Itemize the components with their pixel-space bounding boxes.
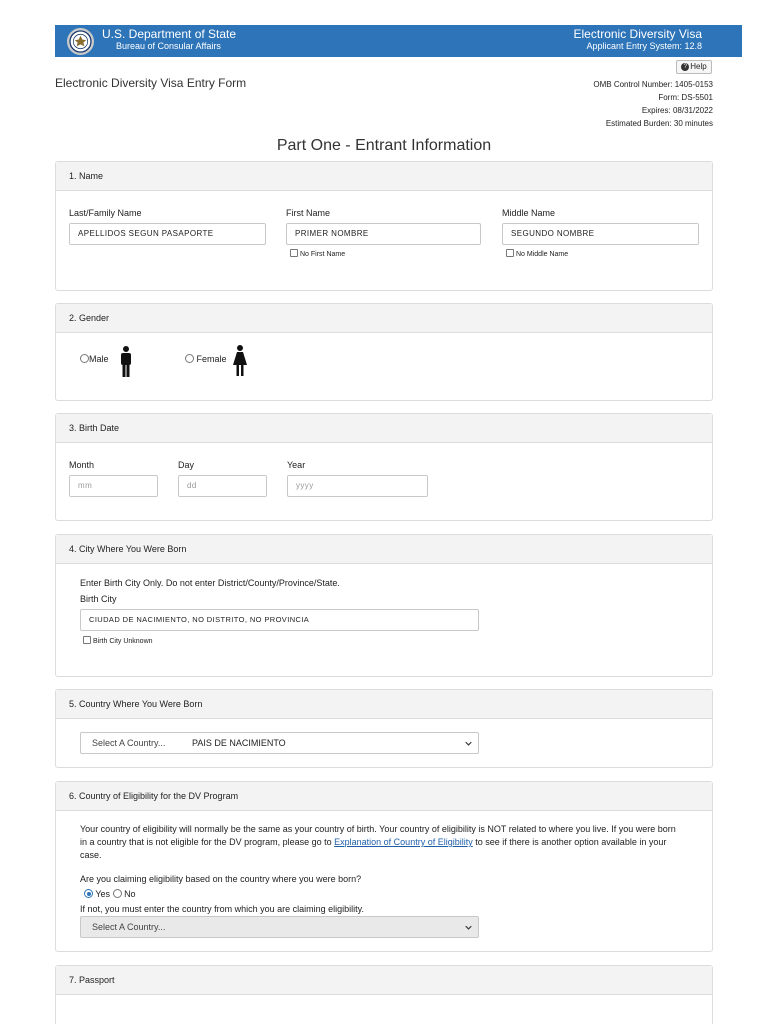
- male-label: Male: [89, 354, 109, 364]
- gender-heading: 2. Gender: [56, 304, 712, 333]
- birth-city-heading: 4. City Where You Were Born: [56, 535, 712, 564]
- female-figure-icon: [232, 345, 248, 376]
- passport-panel: [55, 965, 713, 1024]
- no-radio[interactable]: [113, 889, 122, 898]
- eligibility-radio-group: [84, 889, 136, 899]
- birth-city-panel: [55, 534, 713, 677]
- omb-control-number: OMB Control Number: 1405-0153: [593, 80, 713, 89]
- select-placeholder: Select A Country...: [92, 738, 166, 748]
- help-label: Help: [690, 62, 707, 71]
- middle-name-label: Middle Name: [502, 208, 556, 218]
- birth-city-unknown-label: Birth City Unknown: [93, 638, 153, 645]
- question-circle-icon: ?: [681, 63, 689, 71]
- day-input[interactable]: dd: [178, 475, 267, 497]
- select-placeholder: Select A Country...: [92, 922, 166, 932]
- bureau-name: Bureau of Consular Affairs: [116, 41, 221, 51]
- site-banner: [55, 25, 742, 57]
- birth-date-heading: 3. Birth Date: [56, 414, 712, 443]
- birth-city-label: Birth City: [80, 594, 117, 604]
- checkbox-box[interactable]: [83, 636, 91, 644]
- year-input[interactable]: yyyy: [287, 475, 428, 497]
- eligibility-explanation-link[interactable]: Explanation of Country of Eligibility: [334, 837, 473, 847]
- year-label: Year: [287, 460, 306, 470]
- chevron-down-icon: [465, 740, 472, 747]
- first-name-label: First Name: [286, 208, 331, 218]
- first-name-input[interactable]: PRIMER NOMBRE: [286, 223, 481, 245]
- yes-label: Yes: [95, 889, 111, 899]
- form-number: Form: DS-5501: [658, 93, 713, 102]
- passport-heading: 7. Passport: [56, 966, 712, 995]
- state-department-seal-icon: [67, 28, 94, 55]
- select-value: PAIS DE NACIMIENTO: [192, 738, 286, 748]
- birth-city-instruction: Enter Birth City Only. Do not enter District/County/Province/State.: [80, 578, 340, 588]
- male-figure-icon: [119, 346, 133, 377]
- last-name-label: Last/Family Name: [69, 208, 142, 218]
- birth-country-panel: [55, 689, 713, 768]
- name-panel: [55, 161, 713, 291]
- expiration-date: Expires: 08/31/2022: [641, 106, 713, 115]
- yes-radio[interactable]: [84, 889, 93, 898]
- no-middle-name-label: No Middle Name: [516, 251, 569, 258]
- male-radio[interactable]: [80, 354, 89, 363]
- paragraph-text: Your country of eligibility will normally be the same as your country of birth. Your country of eligibility is NOT related to where you live. If you were born in a country that is not eligible for the DV program, please go to: [80, 824, 676, 847]
- female-label: Female: [196, 354, 227, 364]
- eligibility-country-select[interactable]: [80, 916, 479, 938]
- if-not-instruction: If not, you must enter the country from which you are claiming eligibility.: [80, 904, 364, 914]
- checkbox-box[interactable]: [290, 249, 298, 257]
- male-option[interactable]: [80, 354, 109, 364]
- no-first-name-label: No First Name: [300, 251, 346, 258]
- no-first-name-checkbox[interactable]: [290, 249, 345, 260]
- system-version: Applicant Entry System: 12.8: [586, 41, 702, 51]
- middle-name-input[interactable]: SEGUNDO NOMBRE: [502, 223, 699, 245]
- birth-country-heading: 5. Country Where You Were Born: [56, 690, 712, 719]
- name-heading: 1. Name: [56, 162, 712, 191]
- eligibility-paragraph: [80, 823, 680, 862]
- system-title: Electronic Diversity Visa: [573, 27, 702, 41]
- month-label: Month: [69, 460, 95, 470]
- birth-date-panel: [55, 413, 713, 521]
- birth-country-select[interactable]: [80, 732, 479, 754]
- paragraph-text: to see if there is another option available in your case.: [80, 837, 667, 860]
- department-name: U.S. Department of State: [102, 27, 237, 41]
- birth-city-input[interactable]: CIUDAD DE NACIMIENTO, NO DISTRITO, NO PROVINCIA: [80, 609, 479, 631]
- last-name-input[interactable]: APELLIDOS SEGUN PASAPORTE: [69, 223, 266, 245]
- no-middle-name-checkbox[interactable]: [506, 249, 568, 260]
- checkbox-box[interactable]: [506, 249, 514, 257]
- no-label: No: [124, 889, 136, 899]
- female-option[interactable]: [185, 354, 227, 364]
- female-radio[interactable]: [185, 354, 194, 363]
- month-input[interactable]: mm: [69, 475, 158, 497]
- chevron-down-icon: [465, 924, 472, 931]
- eligibility-panel: [55, 781, 713, 952]
- part-title: Part One - Entrant Information: [276, 137, 492, 154]
- help-button[interactable]: [676, 60, 712, 74]
- form-title: Electronic Diversity Visa Entry Form: [55, 76, 247, 90]
- eligibility-heading: 6. Country of Eligibility for the DV Program: [56, 782, 712, 811]
- birth-city-unknown-checkbox[interactable]: [83, 636, 153, 647]
- eligibility-question: Are you claiming eligibility based on the country where you were born?: [80, 874, 362, 884]
- gender-panel: [55, 303, 713, 401]
- omb-info: [593, 78, 713, 130]
- estimated-burden: Estimated Burden: 30 minutes: [605, 119, 713, 128]
- day-label: Day: [178, 460, 195, 470]
